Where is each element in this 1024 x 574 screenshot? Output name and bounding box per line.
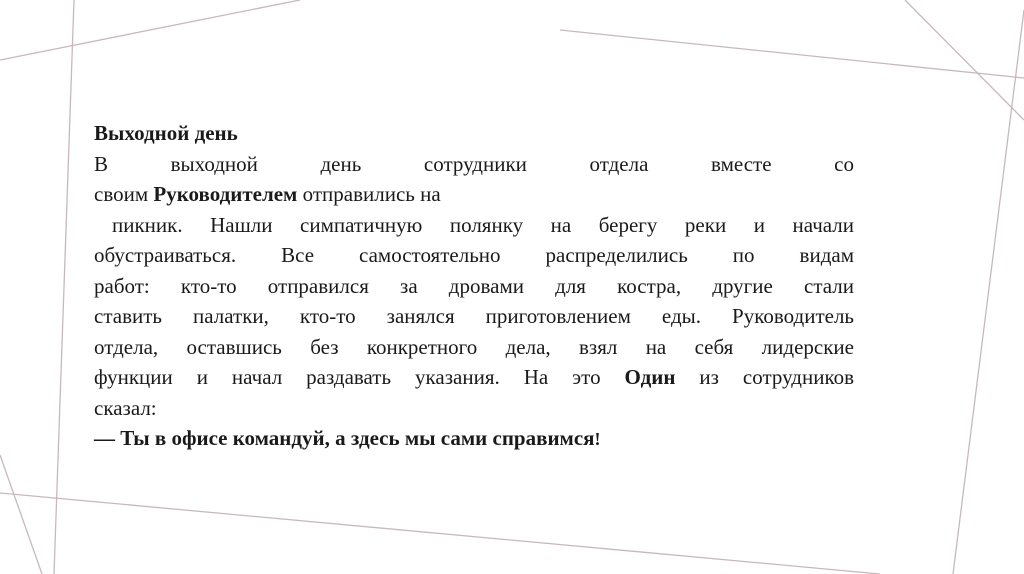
- text-prefix: своим: [94, 182, 154, 206]
- story-line-7: отдела, оставшись без конкретного дела, взял на себя лидерские: [94, 334, 854, 359]
- story-quote: [94, 423, 854, 454]
- emphasis-one: Один: [624, 365, 676, 389]
- story-line-4: обустраиваться. Все самостоятельно распределились по видам: [94, 243, 854, 267]
- decor-line-bottom-left: [0, 455, 42, 574]
- text-suffix: из сотрудников: [675, 365, 854, 389]
- story-line-5: работ: кто-то отправился за дровами для костра, другие стали: [94, 273, 854, 298]
- word: В: [94, 151, 109, 176]
- text-suffix: отправились на: [297, 182, 441, 206]
- story-line-9: сказал:: [94, 395, 157, 420]
- word: сотрудники: [423, 151, 527, 176]
- decor-line-right-vertical: [953, 10, 1024, 574]
- decor-line-bottom-diagonal: [0, 493, 880, 574]
- story-title: Выходной день: [94, 121, 238, 145]
- quote-text: — Ты в офисе командуй, а здесь мы сами справимся: [94, 426, 595, 450]
- word: день: [320, 151, 362, 176]
- decor-line-left-vertical: [54, 0, 74, 574]
- emphasis-leader: Руководителем: [153, 182, 298, 206]
- decor-line-top-right-diagonal: [905, 0, 1024, 120]
- story-text: [94, 118, 854, 454]
- word: выходной: [170, 151, 258, 176]
- story-line-8: [94, 362, 854, 393]
- decor-line-top-right-long: [560, 30, 1024, 78]
- decor-line-top-left-diagonal: [0, 0, 300, 60]
- quote-end: !: [594, 429, 601, 449]
- word: со: [834, 151, 854, 176]
- story-line-3: пикник. Нашли симпатичную полянку на берегу реки и начали: [112, 212, 854, 237]
- word: вместе: [711, 151, 772, 176]
- story-line-1: [94, 149, 854, 180]
- story-line-2: [94, 179, 854, 210]
- text-prefix: функции и начал раздавать указания. На это: [94, 365, 625, 389]
- word: отдела: [589, 151, 649, 176]
- story-line-6: ставить палатки, кто-то занялся приготовлением еды. Руководитель: [94, 304, 854, 328]
